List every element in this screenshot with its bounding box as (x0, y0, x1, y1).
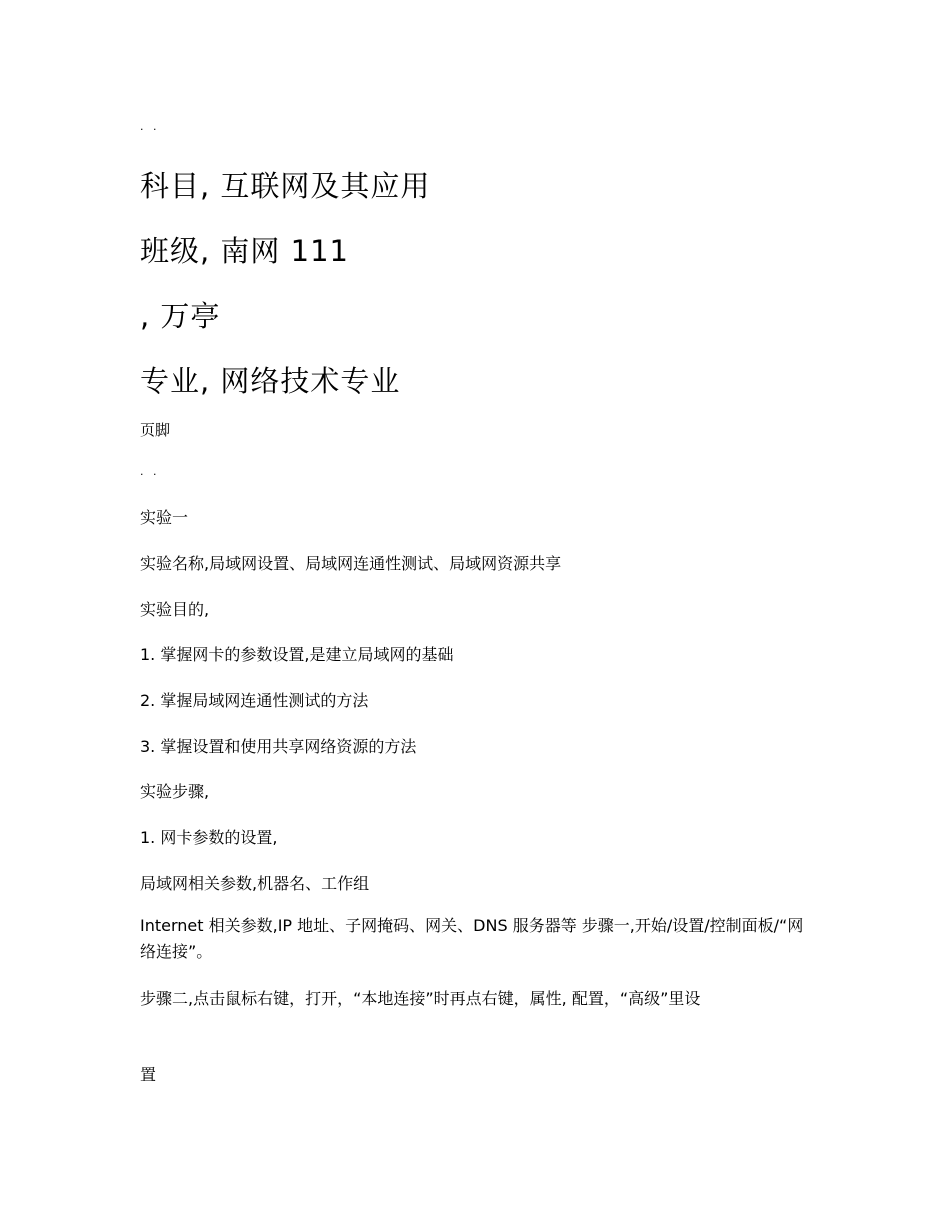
page-header-marker: . . (140, 120, 160, 133)
class-line: 班级, 南网 111 (140, 234, 350, 268)
step-two: 步骤二,点击鼠标右键，打开，“本地连接”时再点右键，属性, 配置，“高级”里设 (140, 989, 701, 1008)
lan-params: 局域网相关参数,机器名、工作组 (140, 874, 370, 893)
internet-params: Internet 相关参数,IP 地址、子网掩码、网关、DNS 服务器等 步骤一,开始/设置/控制面板/“网络连接”。 (140, 916, 804, 961)
purpose-heading: 实验目的, (140, 600, 210, 619)
major-line: 专业, 网络技术专业 (140, 364, 401, 398)
experiment-title: 实验一 (140, 508, 189, 527)
step-1: 1. 网卡参数的设置, (140, 828, 278, 847)
purpose-item-1: 1. 掌握网卡的参数设置,是建立局域网的基础 (140, 645, 454, 664)
page-footer-label: 页脚 (140, 421, 171, 439)
subject-line: 科目, 互联网及其应用 (140, 169, 431, 203)
purpose-item-3: 3. 掌握设置和使用共享网络资源的方法 (140, 737, 417, 756)
page-header-marker-2: . . (140, 465, 160, 478)
student-name-line: , 万亭 (140, 299, 221, 333)
purpose-item-2: 2. 掌握局域网连通性测试的方法 (140, 691, 369, 710)
steps-heading: 实验步骤, (140, 782, 210, 801)
step-two-continuation: 置 (140, 1065, 157, 1084)
experiment-name: 实验名称,局域网设置、局域网连通性测试、局域网资源共享 (140, 554, 562, 573)
